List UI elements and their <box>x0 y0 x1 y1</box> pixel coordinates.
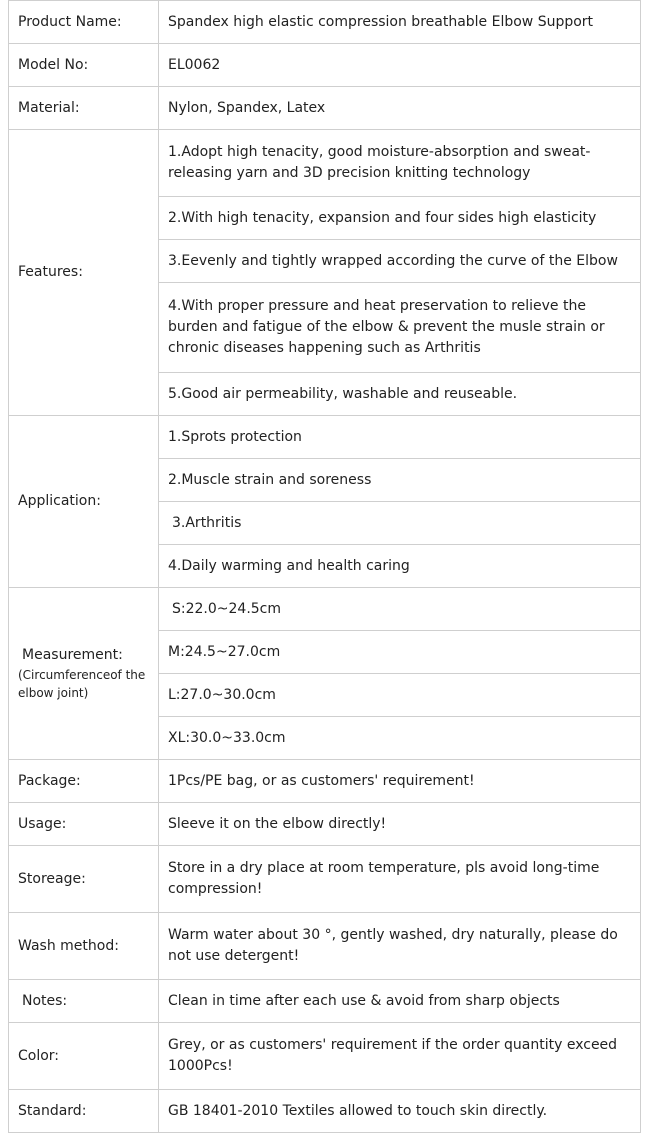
feature-item: 1.Adopt high tenacity, good moisture-absorption and sweat-releasing yarn and 3D precision knitting technology <box>159 130 641 197</box>
row-label: Features: <box>9 130 159 416</box>
feature-item: 4.With proper pressure and heat preservation to relieve the burden and fatigue of the elbow & prevent the musle strain or chronic diseases happening such as Arthritis <box>159 283 641 373</box>
row-value: Store in a dry place at room temperature, pls avoid long-time compression! <box>159 846 641 913</box>
measurement-item: XL:30.0~33.0cm <box>159 717 641 760</box>
row-label: Standard: <box>9 1090 159 1133</box>
row-value: Grey, or as customers' requirement if the order quantity exceed 1000Pcs! <box>159 1023 641 1090</box>
measurement-item <box>159 588 641 631</box>
application-item <box>159 502 641 545</box>
row-label-cell <box>9 980 159 1023</box>
table-row <box>9 87 641 130</box>
table-row <box>9 44 641 87</box>
table-row <box>9 913 641 980</box>
row-label: Material: <box>9 87 159 130</box>
measurement-item-text: S:22.0~24.5cm <box>172 600 282 617</box>
feature-item: 2.With high tenacity, expansion and four sides high elasticity <box>159 197 641 240</box>
row-sublabel: (Circumferenceof the elbow joint) <box>18 668 146 700</box>
row-label: Usage: <box>9 803 159 846</box>
row-value: Clean in time after each use & avoid from sharp objects <box>159 980 641 1023</box>
table-row <box>9 130 641 197</box>
row-label: Color: <box>9 1023 159 1090</box>
row-value: Spandex high elastic compression breathable Elbow Support <box>159 1 641 44</box>
table-row <box>9 416 641 459</box>
row-value: Sleeve it on the elbow directly! <box>159 803 641 846</box>
table-row <box>9 760 641 803</box>
row-value: EL0062 <box>159 44 641 87</box>
measurement-item: L:27.0~30.0cm <box>159 674 641 717</box>
feature-item: 3.Eevenly and tightly wrapped according the curve of the Elbow <box>159 240 641 283</box>
measurement-label-cell <box>9 588 159 760</box>
table-row <box>9 1023 641 1090</box>
row-label: Storeage: <box>9 846 159 913</box>
row-label: Product Name: <box>9 1 159 44</box>
row-label: Wash method: <box>9 913 159 980</box>
application-item: 1.Sprots protection <box>159 416 641 459</box>
table-row <box>9 803 641 846</box>
application-item: 4.Daily warming and health caring <box>159 545 641 588</box>
feature-item: 5.Good air permeability, washable and reuseable. <box>159 373 641 416</box>
row-label: Model No: <box>9 44 159 87</box>
product-spec-table <box>8 0 641 1133</box>
row-label: Package: <box>9 760 159 803</box>
measurement-item: M:24.5~27.0cm <box>159 631 641 674</box>
table-row <box>9 1 641 44</box>
application-item: 2.Muscle strain and soreness <box>159 459 641 502</box>
row-value: Warm water about 30 °, gently washed, dry naturally, please do not use detergent! <box>159 913 641 980</box>
row-label: Measurement: <box>22 647 123 663</box>
application-item-text: 3.Arthritis <box>172 514 242 531</box>
row-label: Application: <box>9 416 159 588</box>
table-row <box>9 588 641 631</box>
row-label: Notes: <box>22 992 68 1009</box>
row-value: Nylon, Spandex, Latex <box>159 87 641 130</box>
row-value: GB 18401-2010 Textiles allowed to touch skin directly. <box>159 1090 641 1133</box>
row-value: 1Pcs/PE bag, or as customers' requirement! <box>159 760 641 803</box>
table-row <box>9 846 641 913</box>
table-row <box>9 1090 641 1133</box>
table-row <box>9 980 641 1023</box>
